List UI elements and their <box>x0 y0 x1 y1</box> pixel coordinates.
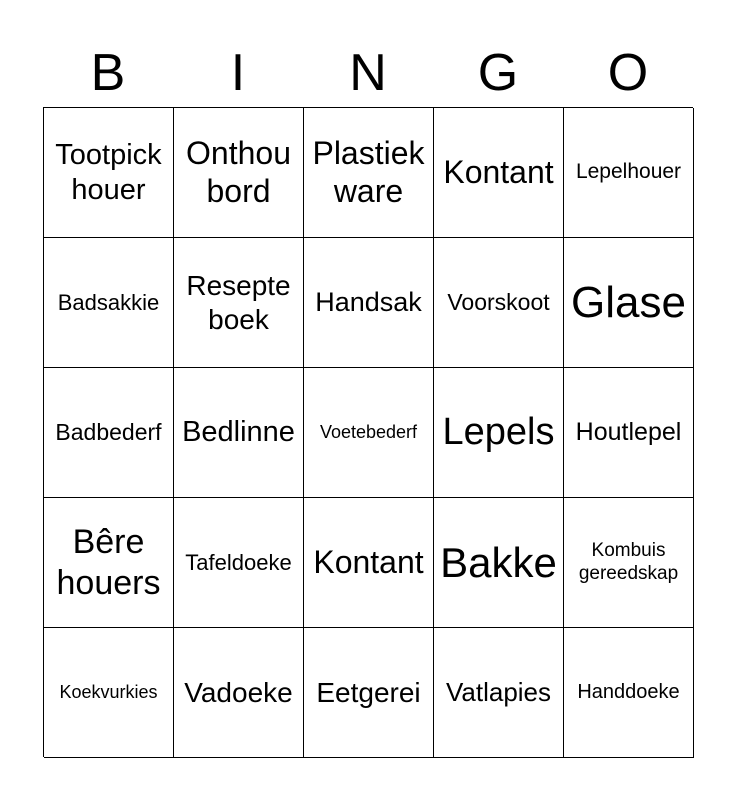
cell-label: Koekvurkies <box>59 681 158 702</box>
cell-label: Handdoeke <box>577 680 680 703</box>
cell-label: Bakke <box>440 538 557 586</box>
bingo-cell[interactable] <box>564 238 694 368</box>
bingo-cell[interactable] <box>304 628 434 758</box>
bingo-cell[interactable] <box>174 498 304 628</box>
cell-label: Onthou bord <box>186 134 291 209</box>
cell-label: Vadoeke <box>184 676 293 708</box>
cell-label: Eetgerei <box>316 676 421 708</box>
bingo-cell[interactable] <box>44 108 174 238</box>
cell-label: Lepelhouer <box>575 160 682 184</box>
cell-label: Houtlepel <box>575 417 682 446</box>
bingo-cell[interactable] <box>564 108 694 238</box>
cell-label: Resepte boek <box>186 270 291 335</box>
cell-label: Plastiek ware <box>312 134 425 209</box>
cell-label: Tootpick houer <box>55 139 162 206</box>
bingo-cell[interactable] <box>564 368 694 498</box>
cell-label: Lepels <box>442 411 555 454</box>
bingo-cell[interactable] <box>434 108 564 238</box>
bingo-header <box>43 40 693 106</box>
bingo-cell[interactable] <box>174 108 304 238</box>
cell-label: Glase <box>571 277 686 327</box>
bingo-cell[interactable] <box>44 498 174 628</box>
bingo-cell[interactable] <box>174 628 304 758</box>
cell-label: Bedlinne <box>182 416 295 449</box>
cell-label: Voetebederf <box>319 421 418 442</box>
cell-label: Badsakkie <box>57 289 160 315</box>
bingo-cell[interactable] <box>174 368 304 498</box>
header-letter-n: N <box>349 44 387 102</box>
bingo-cell[interactable] <box>44 238 174 368</box>
bingo-cell[interactable] <box>304 108 434 238</box>
bingo-cell[interactable] <box>434 238 564 368</box>
cell-label: Badbederf <box>55 418 162 445</box>
bingo-cell[interactable] <box>44 368 174 498</box>
bingo-cell[interactable] <box>434 368 564 498</box>
header-letter-b: B <box>90 44 126 102</box>
bingo-cell[interactable] <box>564 498 694 628</box>
header-letter-g: G <box>477 44 519 102</box>
cell-label: Kombuis gereedskap <box>578 540 679 584</box>
cell-label: Tafeldoeke <box>185 549 292 575</box>
bingo-cell[interactable] <box>44 628 174 758</box>
bingo-cell[interactable] <box>174 238 304 368</box>
cell-label: Bêre houers <box>56 523 161 602</box>
bingo-cell[interactable] <box>434 498 564 628</box>
bingo-cell[interactable] <box>304 368 434 498</box>
cell-label: Handsak <box>315 286 422 317</box>
cell-label: Vatlapies <box>445 677 552 708</box>
bingo-cell[interactable] <box>434 628 564 758</box>
header-letter-o: O <box>607 44 649 102</box>
bingo-grid <box>43 107 693 757</box>
cell-label: Kontant <box>443 153 554 190</box>
cell-label: Voorskoot <box>447 288 550 315</box>
cell-label: Kontant <box>313 543 424 580</box>
header-letter-i: I <box>230 44 246 102</box>
bingo-cell[interactable] <box>304 238 434 368</box>
bingo-cell[interactable] <box>304 498 434 628</box>
bingo-cell[interactable] <box>564 628 694 758</box>
